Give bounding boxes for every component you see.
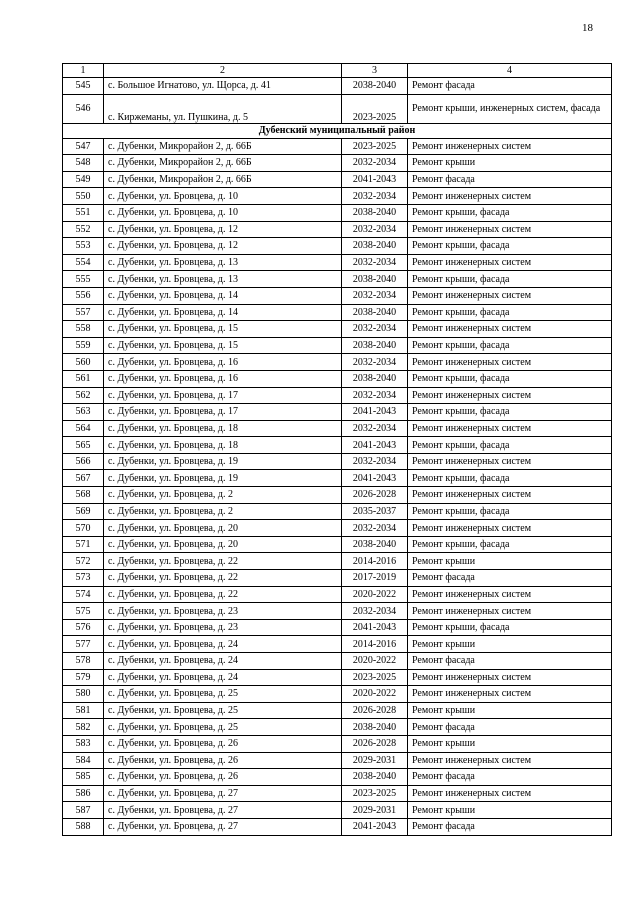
row-address: с. Дубенки, ул. Бровцева, д. 12 xyxy=(104,221,342,238)
row-number: 570 xyxy=(63,520,104,537)
table-row xyxy=(63,719,612,736)
row-period: 2038-2040 xyxy=(342,536,408,553)
row-period: 2032-2034 xyxy=(342,603,408,620)
row-period: 2020-2022 xyxy=(342,686,408,703)
row-number: 566 xyxy=(63,453,104,470)
row-number: 557 xyxy=(63,304,104,321)
row-address: с. Дубенки, ул. Бровцева, д. 23 xyxy=(104,603,342,620)
table-row xyxy=(63,520,612,537)
row-address: с. Дубенки, ул. Бровцева, д. 26 xyxy=(104,769,342,786)
table-row xyxy=(63,570,612,587)
row-number: 573 xyxy=(63,570,104,587)
row-work: Ремонт инженерных систем xyxy=(408,354,612,371)
row-number: 586 xyxy=(63,785,104,802)
row-address: с. Дубенки, ул. Бровцева, д. 24 xyxy=(104,653,342,670)
row-number: 548 xyxy=(63,155,104,172)
row-period: 2041-2043 xyxy=(342,818,408,835)
row-number: 559 xyxy=(63,337,104,354)
row-work: Ремонт крыши, фасада xyxy=(408,470,612,487)
row-period: 2032-2034 xyxy=(342,387,408,404)
row-work: Ремонт крыши, фасада xyxy=(408,619,612,636)
row-address: с. Дубенки, ул. Бровцева, д. 25 xyxy=(104,719,342,736)
row-number: 546 xyxy=(63,94,104,123)
row-work: Ремонт крыши, фасада xyxy=(408,337,612,354)
table-row xyxy=(63,553,612,570)
row-number: 556 xyxy=(63,287,104,304)
row-work: Ремонт инженерных систем xyxy=(408,188,612,205)
header-cell: 4 xyxy=(408,64,612,78)
row-number: 577 xyxy=(63,636,104,653)
row-period: 2038-2040 xyxy=(342,337,408,354)
table-row xyxy=(63,752,612,769)
row-number: 579 xyxy=(63,669,104,686)
table-row xyxy=(63,420,612,437)
row-work: Ремонт крыши xyxy=(408,802,612,819)
row-address: с. Дубенки, ул. Бровцева, д. 17 xyxy=(104,404,342,421)
row-period: 2032-2034 xyxy=(342,254,408,271)
table-row xyxy=(63,785,612,802)
row-period: 2041-2043 xyxy=(342,437,408,454)
row-period: 2032-2034 xyxy=(342,188,408,205)
header-row xyxy=(63,64,612,78)
table-row xyxy=(63,619,612,636)
table-row xyxy=(63,653,612,670)
row-address: с. Дубенки, ул. Бровцева, д. 25 xyxy=(104,702,342,719)
table-row xyxy=(63,702,612,719)
row-number: 563 xyxy=(63,404,104,421)
row-period: 2032-2034 xyxy=(342,520,408,537)
row-work: Ремонт крыши, инженерных систем, фасада xyxy=(408,94,612,123)
row-address: с. Дубенки, ул. Бровцева, д. 10 xyxy=(104,188,342,205)
row-work: Ремонт инженерных систем xyxy=(408,603,612,620)
row-work: Ремонт инженерных систем xyxy=(408,221,612,238)
row-period: 2023-2025 xyxy=(342,669,408,686)
row-number: 582 xyxy=(63,719,104,736)
table-row xyxy=(63,769,612,786)
row-period: 2032-2034 xyxy=(342,420,408,437)
row-number: 549 xyxy=(63,171,104,188)
table-row xyxy=(63,802,612,819)
table-row xyxy=(63,453,612,470)
works-table xyxy=(62,63,612,836)
row-work: Ремонт крыши xyxy=(408,553,612,570)
row-number: 555 xyxy=(63,271,104,288)
row-number: 551 xyxy=(63,204,104,221)
row-period: 2038-2040 xyxy=(342,238,408,255)
row-address: с. Дубенки, ул. Бровцева, д. 22 xyxy=(104,586,342,603)
row-number: 560 xyxy=(63,354,104,371)
row-work: Ремонт крыши, фасада xyxy=(408,536,612,553)
row-number: 569 xyxy=(63,503,104,520)
row-work: Ремонт крыши xyxy=(408,155,612,172)
row-work: Ремонт крыши, фасада xyxy=(408,238,612,255)
row-address: с. Дубенки, ул. Бровцева, д. 15 xyxy=(104,337,342,354)
table-row xyxy=(63,221,612,238)
row-address: с. Дубенки, ул. Бровцева, д. 24 xyxy=(104,669,342,686)
row-address: с. Дубенки, ул. Бровцева, д. 27 xyxy=(104,818,342,835)
row-work: Ремонт фасада xyxy=(408,653,612,670)
row-address: с. Дубенки, ул. Бровцева, д. 26 xyxy=(104,752,342,769)
table-row xyxy=(63,636,612,653)
row-work: Ремонт крыши xyxy=(408,702,612,719)
table-row xyxy=(63,503,612,520)
page-number: 18 xyxy=(582,22,593,34)
row-number: 585 xyxy=(63,769,104,786)
row-address: с. Дубенки, ул. Бровцева, д. 22 xyxy=(104,570,342,587)
table-row xyxy=(63,254,612,271)
row-period: 2032-2034 xyxy=(342,321,408,338)
row-number: 580 xyxy=(63,686,104,703)
row-address: с. Дубенки, ул. Бровцева, д. 14 xyxy=(104,304,342,321)
table-row xyxy=(63,94,612,123)
row-period: 2038-2040 xyxy=(342,370,408,387)
row-period: 2020-2022 xyxy=(342,586,408,603)
row-work: Ремонт фасада xyxy=(408,719,612,736)
table-row xyxy=(63,470,612,487)
row-address: с. Дубенки, ул. Бровцева, д. 12 xyxy=(104,238,342,255)
row-work: Ремонт инженерных систем xyxy=(408,586,612,603)
row-period: 2041-2043 xyxy=(342,171,408,188)
row-address: с. Дубенки, ул. Бровцева, д. 27 xyxy=(104,802,342,819)
table-row xyxy=(63,536,612,553)
row-work: Ремонт фасада xyxy=(408,570,612,587)
row-number: 574 xyxy=(63,586,104,603)
row-number: 578 xyxy=(63,653,104,670)
row-work: Ремонт инженерных систем xyxy=(408,287,612,304)
row-period: 2032-2034 xyxy=(342,453,408,470)
row-address: с. Дубенки, Микрорайон 2, д. 66Б xyxy=(104,171,342,188)
row-number: 547 xyxy=(63,138,104,155)
row-period: 2029-2031 xyxy=(342,802,408,819)
row-work: Ремонт крыши xyxy=(408,735,612,752)
table-row xyxy=(63,287,612,304)
row-address: с. Дубенки, ул. Бровцева, д. 15 xyxy=(104,321,342,338)
table-row xyxy=(63,354,612,371)
table-row xyxy=(63,370,612,387)
row-address: с. Дубенки, Микрорайон 2, д. 66Б xyxy=(104,155,342,172)
row-period: 2029-2031 xyxy=(342,752,408,769)
table-row xyxy=(63,78,612,95)
section-title: Дубенский муниципальный район xyxy=(63,123,612,138)
table-row xyxy=(63,735,612,752)
table-row xyxy=(63,271,612,288)
table-row xyxy=(63,304,612,321)
row-work: Ремонт крыши, фасада xyxy=(408,271,612,288)
row-period: 2026-2028 xyxy=(342,702,408,719)
row-period: 2032-2034 xyxy=(342,155,408,172)
row-address: с. Дубенки, ул. Бровцева, д. 14 xyxy=(104,287,342,304)
row-work: Ремонт крыши, фасада xyxy=(408,437,612,454)
row-number: 545 xyxy=(63,78,104,95)
row-number: 587 xyxy=(63,802,104,819)
row-work: Ремонт крыши, фасада xyxy=(408,404,612,421)
row-number: 552 xyxy=(63,221,104,238)
header-cell: 2 xyxy=(104,64,342,78)
row-work: Ремонт инженерных систем xyxy=(408,453,612,470)
row-address: с. Дубенки, ул. Бровцева, д. 19 xyxy=(104,453,342,470)
row-address: с. Большое Игнатово, ул. Щорса, д. 41 xyxy=(104,78,342,95)
row-number: 568 xyxy=(63,487,104,504)
table-row xyxy=(63,321,612,338)
row-work: Ремонт крыши, фасада xyxy=(408,204,612,221)
section-header-row xyxy=(63,123,612,138)
row-period: 2014-2016 xyxy=(342,553,408,570)
row-period: 2023-2025 xyxy=(342,785,408,802)
row-number: 558 xyxy=(63,321,104,338)
row-number: 554 xyxy=(63,254,104,271)
row-number: 572 xyxy=(63,553,104,570)
row-address: с. Дубенки, ул. Бровцева, д. 22 xyxy=(104,553,342,570)
header-cell: 3 xyxy=(342,64,408,78)
row-period: 2038-2040 xyxy=(342,271,408,288)
row-number: 565 xyxy=(63,437,104,454)
table-row xyxy=(63,138,612,155)
row-work: Ремонт фасада xyxy=(408,818,612,835)
row-period: 2041-2043 xyxy=(342,470,408,487)
row-address: с. Дубенки, ул. Бровцева, д. 18 xyxy=(104,437,342,454)
row-period: 2026-2028 xyxy=(342,487,408,504)
row-work: Ремонт крыши xyxy=(408,636,612,653)
row-work: Ремонт крыши, фасада xyxy=(408,304,612,321)
row-period: 2041-2043 xyxy=(342,404,408,421)
row-number: 576 xyxy=(63,619,104,636)
row-address: с. Дубенки, ул. Бровцева, д. 20 xyxy=(104,536,342,553)
table-row xyxy=(63,603,612,620)
row-work: Ремонт инженерных систем xyxy=(408,254,612,271)
header-cell: 1 xyxy=(63,64,104,78)
row-number: 553 xyxy=(63,238,104,255)
row-period: 2038-2040 xyxy=(342,204,408,221)
row-number: 584 xyxy=(63,752,104,769)
row-number: 588 xyxy=(63,818,104,835)
row-address: с. Дубенки, ул. Бровцева, д. 16 xyxy=(104,354,342,371)
row-address: с. Дубенки, ул. Бровцева, д. 17 xyxy=(104,387,342,404)
table-row xyxy=(63,155,612,172)
row-period: 2023-2025 xyxy=(342,138,408,155)
row-number: 581 xyxy=(63,702,104,719)
row-address: с. Дубенки, ул. Бровцева, д. 13 xyxy=(104,254,342,271)
row-period: 2020-2022 xyxy=(342,653,408,670)
row-period: 2032-2034 xyxy=(342,221,408,238)
row-number: 561 xyxy=(63,370,104,387)
row-address: с. Киржеманы, ул. Пушкина, д. 5 xyxy=(104,94,342,123)
table-row xyxy=(63,188,612,205)
row-work: Ремонт крыши, фасада xyxy=(408,503,612,520)
row-work: Ремонт инженерных систем xyxy=(408,321,612,338)
row-period: 2023-2025 xyxy=(342,94,408,123)
row-work: Ремонт инженерных систем xyxy=(408,785,612,802)
table-row xyxy=(63,586,612,603)
row-address: с. Дубенки, ул. Бровцева, д. 25 xyxy=(104,686,342,703)
row-period: 2038-2040 xyxy=(342,304,408,321)
row-work: Ремонт инженерных систем xyxy=(408,487,612,504)
row-period: 2026-2028 xyxy=(342,735,408,752)
row-address: с. Дубенки, ул. Бровцева, д. 24 xyxy=(104,636,342,653)
row-work: Ремонт инженерных систем xyxy=(408,387,612,404)
table-row xyxy=(63,686,612,703)
row-period: 2038-2040 xyxy=(342,78,408,95)
table-row xyxy=(63,437,612,454)
row-work: Ремонт крыши, фасада xyxy=(408,370,612,387)
row-period: 2014-2016 xyxy=(342,636,408,653)
row-work: Ремонт фасада xyxy=(408,769,612,786)
row-number: 564 xyxy=(63,420,104,437)
table-row xyxy=(63,818,612,835)
table-row xyxy=(63,171,612,188)
table-row xyxy=(63,204,612,221)
table-row xyxy=(63,669,612,686)
table-body xyxy=(63,64,612,836)
row-work: Ремонт инженерных систем xyxy=(408,669,612,686)
row-address: с. Дубенки, Микрорайон 2, д. 66Б xyxy=(104,138,342,155)
row-number: 550 xyxy=(63,188,104,205)
row-address: с. Дубенки, ул. Бровцева, д. 2 xyxy=(104,503,342,520)
row-work: Ремонт инженерных систем xyxy=(408,686,612,703)
row-work: Ремонт инженерных систем xyxy=(408,752,612,769)
row-work: Ремонт фасада xyxy=(408,171,612,188)
row-work: Ремонт фасада xyxy=(408,78,612,95)
row-period: 2035-2037 xyxy=(342,503,408,520)
row-address: с. Дубенки, ул. Бровцева, д. 19 xyxy=(104,470,342,487)
table-row xyxy=(63,238,612,255)
row-work: Ремонт инженерных систем xyxy=(408,138,612,155)
row-number: 575 xyxy=(63,603,104,620)
table-row xyxy=(63,404,612,421)
row-address: с. Дубенки, ул. Бровцева, д. 18 xyxy=(104,420,342,437)
row-address: с. Дубенки, ул. Бровцева, д. 13 xyxy=(104,271,342,288)
row-address: с. Дубенки, ул. Бровцева, д. 10 xyxy=(104,204,342,221)
row-address: с. Дубенки, ул. Бровцева, д. 26 xyxy=(104,735,342,752)
table-row xyxy=(63,387,612,404)
row-address: с. Дубенки, ул. Бровцева, д. 20 xyxy=(104,520,342,537)
row-number: 583 xyxy=(63,735,104,752)
row-period: 2032-2034 xyxy=(342,287,408,304)
row-period: 2038-2040 xyxy=(342,719,408,736)
row-period: 2038-2040 xyxy=(342,769,408,786)
row-period: 2017-2019 xyxy=(342,570,408,587)
row-number: 571 xyxy=(63,536,104,553)
row-number: 562 xyxy=(63,387,104,404)
row-period: 2041-2043 xyxy=(342,619,408,636)
row-number: 567 xyxy=(63,470,104,487)
row-address: с. Дубенки, ул. Бровцева, д. 27 xyxy=(104,785,342,802)
row-period: 2032-2034 xyxy=(342,354,408,371)
row-work: Ремонт инженерных систем xyxy=(408,520,612,537)
table-row xyxy=(63,337,612,354)
row-address: с. Дубенки, ул. Бровцева, д. 23 xyxy=(104,619,342,636)
table-row xyxy=(63,487,612,504)
row-work: Ремонт инженерных систем xyxy=(408,420,612,437)
row-address: с. Дубенки, ул. Бровцева, д. 2 xyxy=(104,487,342,504)
row-address: с. Дубенки, ул. Бровцева, д. 16 xyxy=(104,370,342,387)
